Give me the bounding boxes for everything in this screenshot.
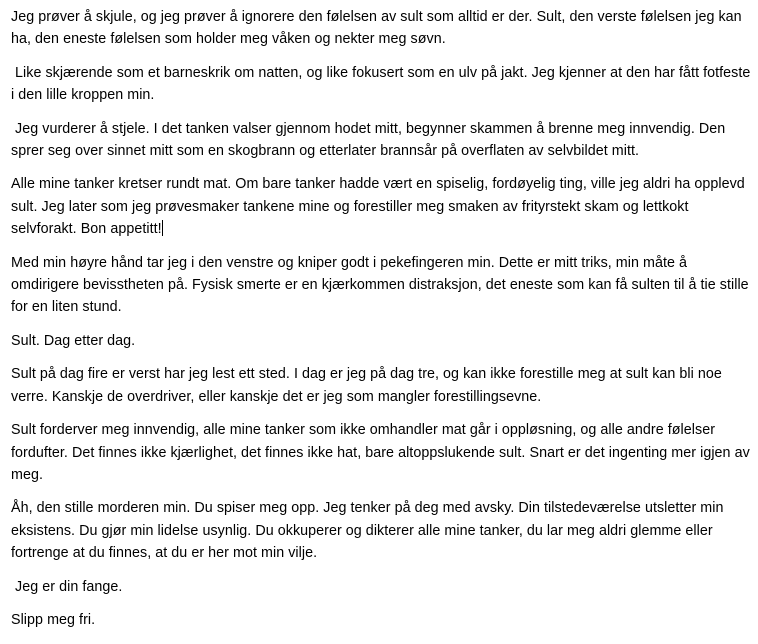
paragraph-4-text: Alle mine tanker kretser rundt mat. Om bare tanker hadde vært en spiselig, fordøyelig ting, ville jeg aldri ha opplevd sult. Jeg later som jeg prøvesmaker tankene mine og forestiller meg smaken av frityrstekt skam og lettkokt selvforakt. Bon appetitt! [11, 176, 749, 238]
paragraph-4 [11, 173, 753, 240]
paragraph-1: Jeg prøver å skjule, og jeg prøver å ignorere den følelsen av sult som alltid er der. Sult, den verste følelsen jeg kan ha, den eneste følelsen som holder meg våken og nekter meg søvn. [11, 9, 746, 48]
paragraph-5: Med min høyre hånd tar jeg i den venstre og kniper godt i pekefingeren min. Dette er mitt triks, min måte å omdirigere bevisstheten på. Fysisk smerte er en kjærkommen distraksjon, det eneste som kan få sulten til å tie stille for en liten stund. [11, 254, 753, 316]
paragraph-3: Jeg vurderer å stjele. I det tanken valser gjennom hodet mitt, begynner skammen å brenne meg innvendig. Den sprer seg over sinnet mitt som en skogbrann og etterlater brannsår på overflaten av selvbildet mitt. [11, 120, 730, 160]
paragraph-2: Like skjærende som et barneskrik om natten, og like fokusert som en ulv på jakt. Jeg kjenner at den har fått fotfeste i den lille kroppen min. [11, 64, 755, 104]
paragraph-7: Sult på dag fire er verst har jeg lest ett sted. I dag er jeg på dag tre, og kan ikke forestille meg at sult kan bli noe verre. Kanskje de overdriver, eller kanskje det er jeg som mangler forestillingsevne. [11, 366, 726, 405]
text-cursor [162, 220, 163, 236]
paragraph-10: Jeg er din fange. [11, 578, 123, 595]
paragraph-8: Sult forderver meg innvendig, alle mine tanker som ikke omhandler mat går i oppløsning, og alle andre følelser fordufter. Det finnes ikke kjærlighet, det finnes ikke hat, bare altoppslukende sult. Snart er det ingenting mer igjen av meg. [11, 422, 754, 483]
document-body[interactable] [11, 6, 753, 642]
paragraph-6: Sult. Dag etter dag. [11, 332, 136, 349]
paragraph-9: Åh, den stille morderen min. Du spiser meg opp. Jeg tenker på deg med avsky. Din tilstedeværelse utsletter min eksistens. Du gjør min lidelse usynlig. Du okkuperer og dikterer alle mine tanker, du lar meg aldri glemme eller fortrenge at du finnes, at du er her mot min vilje. [11, 500, 728, 562]
paragraph-11: Slipp meg fri. [11, 611, 96, 628]
